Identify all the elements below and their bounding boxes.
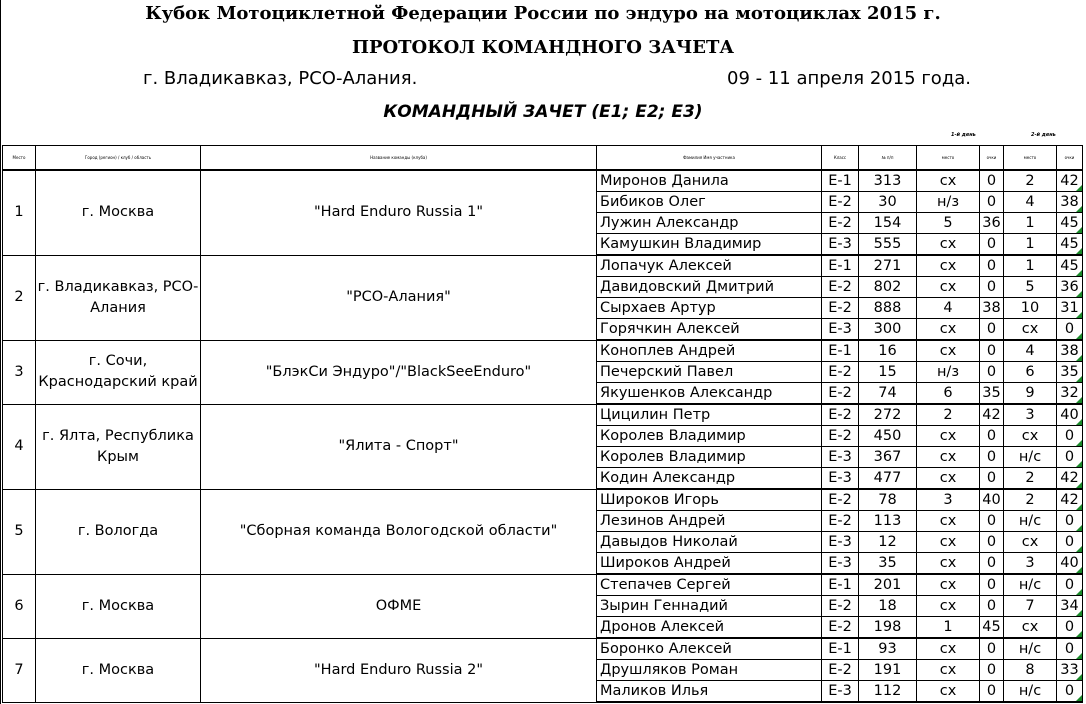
day2-place: 10 (1004, 298, 1057, 319)
rider-class: E-2 (822, 192, 859, 213)
rider-number: 201 (859, 574, 917, 596)
col-day2-points-header: очки (1057, 146, 1083, 171)
rider-class: E-1 (822, 638, 859, 660)
team-place: 1 (3, 170, 36, 255)
day1-place: 1 (917, 617, 980, 639)
day2-place: 3 (1004, 553, 1057, 575)
rider-number: 74 (859, 383, 917, 405)
day1-place: н/з (917, 192, 980, 213)
team-place: 7 (3, 638, 36, 702)
day1-place: сх (917, 319, 980, 341)
day2-points: 32 (1057, 383, 1083, 405)
day2-place: 2 (1004, 489, 1057, 511)
rider-number: 313 (859, 170, 917, 192)
day1-points: 36 (980, 213, 1004, 234)
day2-points: 42 (1057, 170, 1083, 192)
rider-class: E-1 (822, 255, 859, 277)
day1-place: сх (917, 426, 980, 447)
day2-points: 40 (1057, 404, 1083, 426)
day2-points: 0 (1057, 681, 1083, 703)
day2-place: 8 (1004, 660, 1057, 681)
rider-name: Давыдов Николай (597, 532, 822, 553)
col-day1-points-header: очки (980, 146, 1004, 171)
day2-place: 2 (1004, 170, 1057, 192)
rider-class: E-3 (822, 553, 859, 575)
day1-points: 42 (980, 404, 1004, 426)
rider-name: Камушкин Владимир (597, 234, 822, 256)
day1-points: 0 (980, 532, 1004, 553)
day1-points: 0 (980, 638, 1004, 660)
rider-name: Сырхаев Артур (597, 298, 822, 319)
rider-name: Лезинов Андрей (597, 511, 822, 532)
rider-name: Широков Андрей (597, 553, 822, 575)
day1-place: сх (917, 574, 980, 596)
rider-name: Маликов Илья (597, 681, 822, 703)
rider-name: Миронов Данила (597, 170, 822, 192)
rider-number: 888 (859, 298, 917, 319)
rider-name: Бибиков Олег (597, 192, 822, 213)
rider-number: 16 (859, 340, 917, 362)
table-row (3, 255, 1083, 277)
rider-number: 30 (859, 192, 917, 213)
day1-place: сх (917, 255, 980, 277)
rider-class: E-1 (822, 574, 859, 596)
table-row (3, 638, 1083, 660)
rider-class: E-3 (822, 532, 859, 553)
day1-points: 0 (980, 192, 1004, 213)
venue-city: г. Владикавказ, РСО-Алания. (143, 68, 418, 89)
table-row (3, 404, 1083, 426)
day2-points: 0 (1057, 511, 1083, 532)
header-row (3, 146, 1083, 171)
day1-points: 0 (980, 468, 1004, 490)
team-results-table (2, 145, 1083, 703)
day2-place: сх (1004, 617, 1057, 639)
day1-points: 0 (980, 574, 1004, 596)
rider-class: E-2 (822, 511, 859, 532)
day2-place: 1 (1004, 213, 1057, 234)
day2-points: 45 (1057, 213, 1083, 234)
day2-points: 35 (1057, 362, 1083, 383)
day1-place: сх (917, 638, 980, 660)
day1-points: 0 (980, 511, 1004, 532)
team-place: 4 (3, 404, 36, 489)
rider-class: E-2 (822, 660, 859, 681)
rider-number: 112 (859, 681, 917, 703)
rider-number: 477 (859, 468, 917, 490)
rider-class: E-3 (822, 681, 859, 703)
day1-points: 0 (980, 660, 1004, 681)
rider-name: Друшляков Роман (597, 660, 822, 681)
day2-points: 0 (1057, 574, 1083, 596)
day1-place: сх (917, 660, 980, 681)
team-name: "БлэкСи Эндуро"/"BlackSeeEnduro" (201, 340, 597, 404)
day1-points: 0 (980, 340, 1004, 362)
day1-points: 45 (980, 617, 1004, 639)
rider-class: E-2 (822, 213, 859, 234)
day2-points: 0 (1057, 447, 1083, 468)
day1-points: 0 (980, 553, 1004, 575)
day2-place: 6 (1004, 362, 1057, 383)
team-name: "Сборная команда Вологодской области" (201, 489, 597, 574)
rider-class: E-2 (822, 426, 859, 447)
day1-place: сх (917, 234, 980, 256)
day1-place: сх (917, 596, 980, 617)
day1-place: 6 (917, 383, 980, 405)
rider-number: 113 (859, 511, 917, 532)
team-city: г. Москва (36, 574, 201, 638)
day2-points: 36 (1057, 277, 1083, 298)
day2-place: 3 (1004, 404, 1057, 426)
day1-place: 4 (917, 298, 980, 319)
rider-number: 35 (859, 553, 917, 575)
day2-place: н/с (1004, 681, 1057, 703)
rider-name: Цицилин Петр (597, 404, 822, 426)
rider-name: Кодин Александр (597, 468, 822, 490)
col-number-header: № п/п (859, 146, 917, 171)
team-city: г. Вологда (36, 489, 201, 574)
day1-place: сх (917, 340, 980, 362)
rider-number: 450 (859, 426, 917, 447)
day1-place: сх (917, 553, 980, 575)
rider-name: Королев Владимир (597, 447, 822, 468)
day1-points: 0 (980, 681, 1004, 703)
day1-points: 35 (980, 383, 1004, 405)
day2-place: 9 (1004, 383, 1057, 405)
day1-points: 0 (980, 447, 1004, 468)
team-city: г. Сочи, Краснодарский край (36, 340, 201, 404)
table-row (3, 340, 1083, 362)
day2-points: 40 (1057, 553, 1083, 575)
col-class-header: Класс (822, 146, 859, 171)
team-place: 3 (3, 340, 36, 404)
day2-points: 33 (1057, 660, 1083, 681)
team-place: 6 (3, 574, 36, 638)
day1-points: 0 (980, 255, 1004, 277)
col-rider-header: Фамилия Имя участника (597, 146, 822, 171)
day2-place: н/с (1004, 638, 1057, 660)
day1-points: 0 (980, 319, 1004, 341)
rider-name: Лужин Александр (597, 213, 822, 234)
table-row (3, 170, 1083, 192)
rider-number: 191 (859, 660, 917, 681)
day2-place: 4 (1004, 192, 1057, 213)
team-city: г. Ялта, Республика Крым (36, 404, 201, 489)
rider-class: E-3 (822, 447, 859, 468)
col-city-header: Город (регион) / клуб / область (36, 146, 201, 171)
rider-name: Королев Владимир (597, 426, 822, 447)
rider-number: 802 (859, 277, 917, 298)
day1-place: сх (917, 532, 980, 553)
day2-points: 34 (1057, 596, 1083, 617)
col-place-header: Место (3, 146, 36, 171)
cup-title: Кубок Мотоциклетной Федерации России по эндуро на мотоциклах 2015 г. (145, 3, 941, 24)
day1-place: сх (917, 468, 980, 490)
rider-name: Лопачук Алексей (597, 255, 822, 277)
rider-number: 272 (859, 404, 917, 426)
team-name: "Ялита - Спорт" (201, 404, 597, 489)
day2-place: 2 (1004, 468, 1057, 490)
rider-class: E-2 (822, 489, 859, 511)
day2-place: 1 (1004, 255, 1057, 277)
rider-number: 78 (859, 489, 917, 511)
rider-class: E-3 (822, 468, 859, 490)
day2-place: 7 (1004, 596, 1057, 617)
day1-points: 0 (980, 277, 1004, 298)
day1-place: сх (917, 277, 980, 298)
rider-class: E-2 (822, 617, 859, 639)
rider-number: 18 (859, 596, 917, 617)
team-place: 2 (3, 255, 36, 340)
day2-points: 38 (1057, 340, 1083, 362)
day2-place: 1 (1004, 234, 1057, 256)
day2-points: 42 (1057, 489, 1083, 511)
team-name: ОФМЕ (201, 574, 597, 638)
day-1-label: 1-й день (951, 132, 976, 138)
rider-class: E-2 (822, 596, 859, 617)
col-team-header: Название команды (клуба) (201, 146, 597, 171)
rider-number: 198 (859, 617, 917, 639)
section-title: КОМАНДНЫЙ ЗАЧЕТ (E1; E2; E3) (383, 102, 703, 122)
day2-place: н/с (1004, 511, 1057, 532)
rider-class: E-1 (822, 170, 859, 192)
rider-class: E-2 (822, 277, 859, 298)
col-day2-place-header: место (1004, 146, 1057, 171)
day1-points: 0 (980, 234, 1004, 256)
rider-number: 367 (859, 447, 917, 468)
team-city: г. Москва (36, 170, 201, 255)
rider-class: E-2 (822, 383, 859, 405)
day1-points: 40 (980, 489, 1004, 511)
day2-points: 31 (1057, 298, 1083, 319)
day1-points: 0 (980, 362, 1004, 383)
rider-name: Зырин Геннадий (597, 596, 822, 617)
rider-name: Горячкин Алексей (597, 319, 822, 341)
rider-class: E-1 (822, 340, 859, 362)
day2-points: 0 (1057, 617, 1083, 639)
day2-points: 0 (1057, 426, 1083, 447)
day2-points: 0 (1057, 319, 1083, 341)
table-row (3, 574, 1083, 596)
rider-name: Давидовский Дмитрий (597, 277, 822, 298)
day1-place: 3 (917, 489, 980, 511)
rider-name: Коноплев Андрей (597, 340, 822, 362)
day2-place: сх (1004, 532, 1057, 553)
day2-points: 38 (1057, 192, 1083, 213)
team-name: "РСО-Алания" (201, 255, 597, 340)
rider-number: 93 (859, 638, 917, 660)
team-city: г. Москва (36, 638, 201, 702)
rider-name: Степачев Сергей (597, 574, 822, 596)
day2-place: 4 (1004, 340, 1057, 362)
col-day1-place-header: место (917, 146, 980, 171)
rider-name: Печерский Павел (597, 362, 822, 383)
day1-place: сх (917, 170, 980, 192)
rider-class: E-2 (822, 298, 859, 319)
rider-class: E-3 (822, 319, 859, 341)
team-name: "Hard Enduro Russia 2" (201, 638, 597, 702)
day1-place: 2 (917, 404, 980, 426)
day1-place: сх (917, 681, 980, 703)
day1-points: 38 (980, 298, 1004, 319)
protocol-title: ПРОТОКОЛ КОМАНДНОГО ЗАЧЕТА (351, 37, 735, 58)
day2-place: сх (1004, 426, 1057, 447)
rider-name: Якушенков Александр (597, 383, 822, 405)
day2-place: 5 (1004, 277, 1057, 298)
rider-class: E-3 (822, 234, 859, 256)
rider-name: Боронко Алексей (597, 638, 822, 660)
day2-place: сх (1004, 319, 1057, 341)
rider-number: 15 (859, 362, 917, 383)
rider-number: 555 (859, 234, 917, 256)
rider-name: Широков Игорь (597, 489, 822, 511)
day-2-label: 2-й день (1031, 132, 1056, 138)
rider-number: 12 (859, 532, 917, 553)
day1-place: н/з (917, 362, 980, 383)
table-row (3, 489, 1083, 511)
day2-points: 0 (1057, 638, 1083, 660)
team-place: 5 (3, 489, 36, 574)
rider-number: 154 (859, 213, 917, 234)
day2-place: н/с (1004, 447, 1057, 468)
day2-points: 42 (1057, 468, 1083, 490)
day1-points: 0 (980, 596, 1004, 617)
event-dates: 09 - 11 апреля 2015 года. (727, 68, 972, 89)
team-name: "Hard Enduro Russia 1" (201, 170, 597, 255)
team-city: г. Владикавказ, РСО-Алания (36, 255, 201, 340)
rider-number: 300 (859, 319, 917, 341)
day1-points: 0 (980, 426, 1004, 447)
rider-class: E-2 (822, 404, 859, 426)
day1-points: 0 (980, 170, 1004, 192)
day2-place: н/с (1004, 574, 1057, 596)
rider-number: 271 (859, 255, 917, 277)
rider-class: E-2 (822, 362, 859, 383)
rider-name: Дронов Алексей (597, 617, 822, 639)
day2-points: 0 (1057, 532, 1083, 553)
day1-place: сх (917, 447, 980, 468)
day1-place: сх (917, 511, 980, 532)
day2-points: 45 (1057, 234, 1083, 256)
day2-points: 45 (1057, 255, 1083, 277)
day1-place: 5 (917, 213, 980, 234)
